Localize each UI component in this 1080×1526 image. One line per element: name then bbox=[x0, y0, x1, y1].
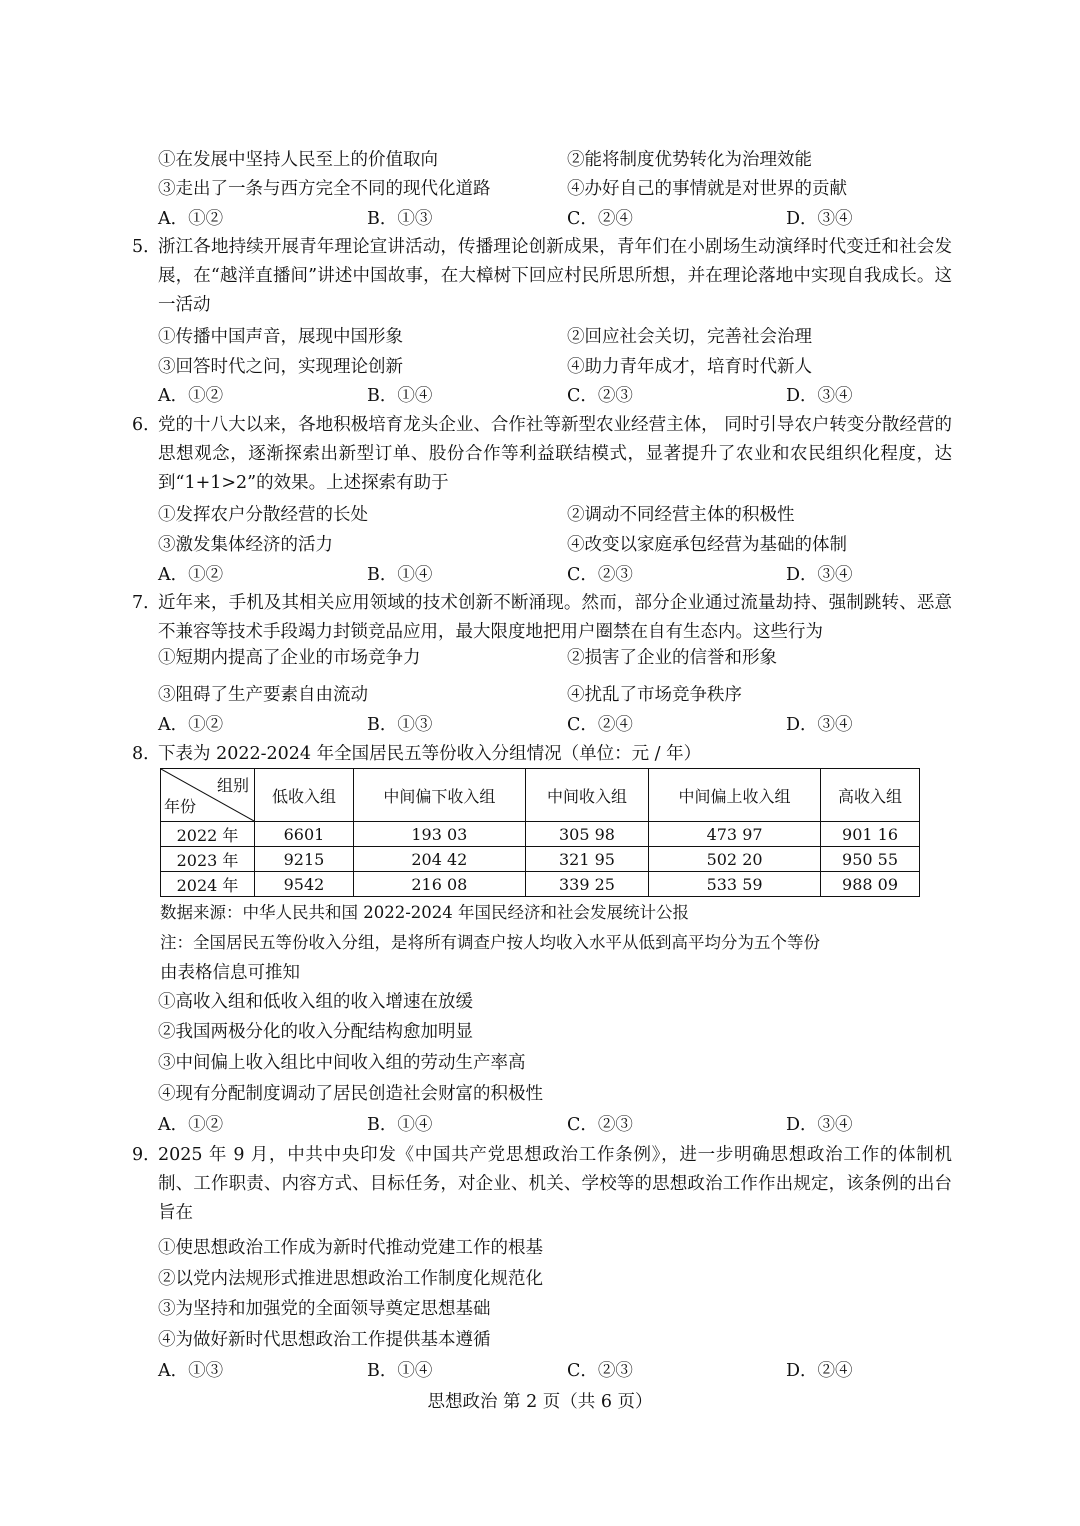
table-cell: 204 42 bbox=[353, 847, 525, 872]
q8-option-3: ③中间偏上收入组比中间收入组的劳动生产率高 bbox=[158, 1053, 526, 1073]
q7-choice-d: D．③④ bbox=[786, 715, 853, 735]
q4-choice-b: B．①③ bbox=[367, 209, 433, 229]
income-table bbox=[160, 768, 920, 897]
q9-option-4: ④为做好新时代思想政治工作提供基本遵循 bbox=[158, 1330, 491, 1350]
table-row bbox=[161, 847, 920, 872]
q4-option-2: ②能将制度优势转化为治理效能 bbox=[567, 150, 812, 170]
q8-lead: 由表格信息可推知 bbox=[160, 963, 300, 983]
table-row bbox=[161, 872, 920, 897]
table-header-row bbox=[161, 769, 920, 822]
q7-option-4: ④扰乱了市场竞争秩序 bbox=[567, 685, 742, 705]
q6-number: 6． bbox=[132, 415, 161, 435]
table-cell: 502 20 bbox=[649, 847, 821, 872]
table-cell-year: 2023 年 bbox=[161, 847, 255, 872]
q4-option-4: ④办好自己的事情就是对世界的贡献 bbox=[567, 179, 847, 199]
q5-stem-text: 浙江各地持续开展青年理论宣讲活动，传播理论创新成果，青年们在小剧场生动演绎时代变迁和社会发展，在“越洋直播间”讲述中国故事，在大樟树下回应村民所思所想，并在理论落地中实现自我成长。这一活动 bbox=[158, 237, 952, 315]
q9-option-3: ③为坚持和加强党的全面领导奠定思想基础 bbox=[158, 1299, 491, 1319]
q9-choice-a: A．①③ bbox=[158, 1361, 224, 1381]
q9-stem bbox=[132, 1141, 952, 1228]
q7-option-1: ①短期内提高了企业的市场竞争力 bbox=[158, 648, 421, 668]
q4-option-3: ③走出了一条与西方完全不同的现代化道路 bbox=[158, 179, 491, 199]
table-cell: 321 95 bbox=[525, 847, 648, 872]
q9-choice-c: C．②③ bbox=[567, 1361, 633, 1381]
q8-choice-c: C．②③ bbox=[567, 1115, 633, 1135]
table-cell: 988 09 bbox=[821, 872, 920, 897]
q7-choice-b: B．①③ bbox=[367, 715, 433, 735]
q7-option-3: ③阻碍了生产要素自由流动 bbox=[158, 685, 368, 705]
table-header: 低收入组 bbox=[255, 769, 354, 822]
q6-option-1: ①发挥农户分散经营的长处 bbox=[158, 505, 368, 525]
q9-option-2: ②以党内法规形式推进思想政治工作制度化规范化 bbox=[158, 1269, 543, 1289]
table-source: 数据来源：中华人民共和国 2022-2024 年国民经济和社会发展统计公报 bbox=[160, 903, 690, 922]
corner-label-group: 组别 bbox=[216, 776, 249, 795]
q7-choice-c: C．②④ bbox=[567, 715, 633, 735]
table-cell: 9215 bbox=[255, 847, 354, 872]
q7-number: 7． bbox=[132, 593, 161, 613]
table-cell-year: 2024 年 bbox=[161, 872, 255, 897]
q8-number: 8． bbox=[132, 744, 161, 764]
q5-choice-a: A．①② bbox=[158, 386, 224, 406]
q5-choice-d: D．③④ bbox=[786, 386, 853, 406]
table-cell: 339 25 bbox=[525, 872, 648, 897]
q5-option-1: ①传播中国声音，展现中国形象 bbox=[158, 327, 403, 347]
q8-stem: 下表为 2022-2024 年全国居民五等份收入分组情况（单位：元 / 年） bbox=[158, 744, 702, 764]
q7-stem-text: 近年来，手机及其相关应用领域的技术创新不断涌现。然而，部分企业通过流量劫持、强制跳转、恶意不兼容等技术手段竭力封锁竞品应用，最大限度地把用户圈禁在自有生态内。这些行为 bbox=[158, 593, 952, 642]
q6-stem-text: 党的十八大以来，各地积极培育龙头企业、合作社等新型农业经营主体， 同时引导农户转变分散经营的思想观念，逐渐探索出新型订单、股份合作等利益联结模式，显著提升了农业和农民组织化程度，达到“1+1>2”的效果。上述探索有助于 bbox=[158, 415, 952, 493]
table-cell: 9542 bbox=[255, 872, 354, 897]
page-footer: 思想政治 第 2 页（共 6 页） bbox=[427, 1392, 653, 1412]
q8-option-1: ①高收入组和低收入组的收入增速在放缓 bbox=[158, 992, 473, 1012]
q6-choice-b: B．①④ bbox=[367, 565, 433, 585]
q9-stem-text: 2025 年 9 月，中共中央印发《中国共产党思想政治工作条例》，进一步明确思想政治工作的体制机制、工作职责、内容方式、目标任务，对企业、机关、学校等的思想政治工作作出规定，该条例的出台旨在 bbox=[158, 1145, 952, 1223]
table-cell: 193 03 bbox=[353, 822, 525, 847]
table-header: 中间偏下收入组 bbox=[353, 769, 525, 822]
table-header: 中间偏上收入组 bbox=[649, 769, 821, 822]
table-cell: 473 97 bbox=[649, 822, 821, 847]
corner-label-year: 年份 bbox=[164, 797, 197, 816]
q6-choice-c: C．②③ bbox=[567, 565, 633, 585]
q8-option-4: ④现有分配制度调动了居民创造社会财富的积极性 bbox=[158, 1084, 543, 1104]
table-header: 高收入组 bbox=[821, 769, 920, 822]
q6-option-4: ④改变以家庭承包经营为基础的体制 bbox=[567, 535, 847, 555]
q7-option-2: ②损害了企业的信誉和形象 bbox=[567, 648, 777, 668]
q8-option-2: ②我国两极分化的收入分配结构愈加明显 bbox=[158, 1022, 473, 1042]
q5-number: 5． bbox=[132, 237, 161, 257]
q6-choice-d: D．③④ bbox=[786, 565, 853, 585]
q6-stem bbox=[132, 411, 952, 498]
q4-choice-a: A．①② bbox=[158, 209, 224, 229]
q4-option-1: ①在发展中坚持人民至上的价值取向 bbox=[158, 150, 438, 170]
table-cell: 533 59 bbox=[649, 872, 821, 897]
table-cell: 950 55 bbox=[821, 847, 920, 872]
q8-choice-d: D．③④ bbox=[786, 1115, 853, 1135]
q5-option-3: ③回答时代之问，实现理论创新 bbox=[158, 357, 403, 377]
q9-number: 9． bbox=[132, 1145, 161, 1165]
q9-choice-d: D．②④ bbox=[786, 1361, 853, 1381]
q5-choice-b: B．①④ bbox=[367, 386, 433, 406]
q4-choice-c: C．②④ bbox=[567, 209, 633, 229]
q5-option-4: ④助力青年成才，培育时代新人 bbox=[567, 357, 812, 377]
table-cell: 305 98 bbox=[525, 822, 648, 847]
table-row bbox=[161, 822, 920, 847]
table-cell: 216 08 bbox=[353, 872, 525, 897]
q8-choice-b: B．①④ bbox=[367, 1115, 433, 1135]
q6-option-2: ②调动不同经营主体的积极性 bbox=[567, 505, 795, 525]
table-cell-year: 2022 年 bbox=[161, 822, 255, 847]
table-header: 中间收入组 bbox=[525, 769, 648, 822]
q6-option-3: ③激发集体经济的活力 bbox=[158, 535, 333, 555]
table-corner-cell bbox=[161, 769, 255, 822]
q4-choice-d: D．③④ bbox=[786, 209, 853, 229]
q9-choice-b: B．①④ bbox=[367, 1361, 433, 1381]
q9-option-1: ①使思想政治工作成为新时代推动党建工作的根基 bbox=[158, 1238, 543, 1258]
q5-choice-c: C．②③ bbox=[567, 386, 633, 406]
table-cell: 6601 bbox=[255, 822, 354, 847]
q5-option-2: ②回应社会关切，完善社会治理 bbox=[567, 327, 812, 347]
q5-stem bbox=[132, 233, 952, 320]
q7-choice-a: A．①② bbox=[158, 715, 224, 735]
q7-stem bbox=[132, 589, 952, 647]
q8-choice-a: A．①② bbox=[158, 1115, 224, 1135]
table-note: 注：全国居民五等份收入分组，是将所有调查户按人均收入水平从低到高平均分为五个等份 bbox=[160, 933, 820, 952]
table-cell: 901 16 bbox=[821, 822, 920, 847]
q6-choice-a: A．①② bbox=[158, 565, 224, 585]
